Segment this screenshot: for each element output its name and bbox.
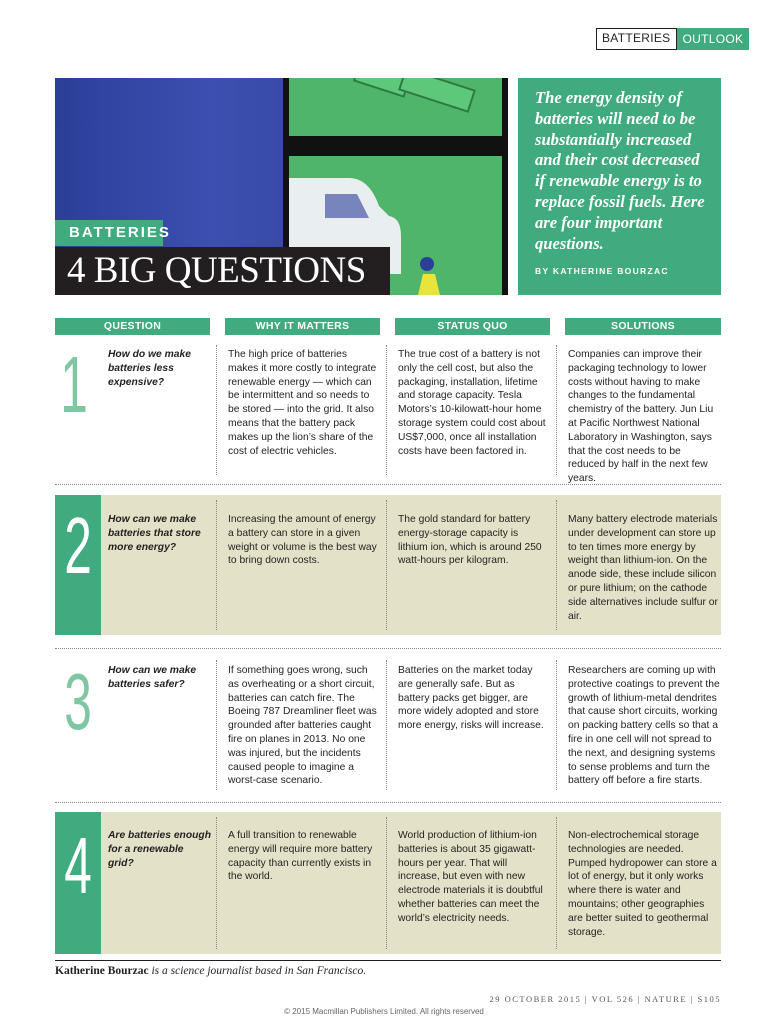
row-separator [55,648,721,649]
divider [386,345,387,475]
row-status-1: The true cost of a battery is not only the cell cost, but also the packaging, installation, lifetime and storage capacity. Tesla Motors’s 10-kilowatt-hour home storage system could cost about US$7,000, once all installation costs have been factored in. [398,349,546,457]
row-number-1: 1 [60,340,88,429]
divider [216,817,217,949]
col-header-status: STATUS QUO [395,318,550,335]
divider [556,660,557,790]
author-name: Katherine Bourzac [55,965,149,977]
row-number-3: 3 [64,657,92,746]
hero-tag: BATTERIES [55,220,163,246]
section-tag [596,28,749,50]
row-solution-3: Researchers are coming up with protective coatings to prevent the growth of lithium-metal dendrites that cause short circuits, working on packing battery cells so that a fire in one cell will not spread to the next, and designing systems to sense problems and turn the battery off before a fire starts. [568,665,720,787]
divider [216,345,217,475]
intro-box [518,78,721,295]
row-question-1: How do we make batteries less expensive? [108,349,191,388]
page-title: 4 BIG QUESTIONS [55,247,390,295]
col-header-why: WHY IT MATTERS [225,318,380,335]
row-separator [55,484,721,485]
copyright: © 2015 Macmillan Publishers Limited. All rights reserved [284,1007,484,1016]
divider [556,500,557,630]
row-question-3: How can we make batteries safer? [108,665,197,690]
byline: BY KATHERINE BOURZAC [535,266,669,277]
row-solution-2: Many battery electrode materials under development can store up to ten times more energy by weight than lithium-ion. On the anode side, these include silicon or pure lithium; on the cathode side alternatives include sulfur or air. [568,514,718,622]
row-why-1: The high price of batteries makes it more costly to integrate renewable energy — which can be intermittent and so needs to be stored — into the grid. It also means that the battery pack makes up the lion’s share of the cost of electric vehicles. [228,349,377,457]
col-header-question: QUESTION [55,318,210,335]
author-note [55,965,366,977]
section-tag-outlook: OUTLOOK [677,28,750,50]
divider [386,817,387,949]
row-solution-1: Companies can improve their packaging technology to lower costs without having to make changes to the fundamental chemistry of the battery. Jun Liu at Pacific Northwest National Laboratory in Washington, says that the cost needs to be reduced by half in the next few years. [568,349,714,485]
row-status-4: World production of lithium-ion batteries is about 35 gigawatt-hours per year. That will increase, but even with new electrode materials it is doubtful whether batteries can meet the world’s electricity needs. [398,830,543,924]
author-bio: is a science journalist based in San Francisco. [148,965,367,977]
row-question-2: How can we make batteries that store more energy? [108,514,201,553]
divider [216,660,217,790]
row-number-2: 2 [64,501,92,590]
row-status-3: Batteries on the market today are generally safe. But as battery packs get bigger, are more widely adopted and store more energy, risks will increase. [398,665,544,732]
row-number-4: 4 [64,821,92,910]
col-header-solutions: SOLUTIONS [565,318,721,335]
row-why-2: Increasing the amount of energy a battery can store in a given weight or volume is the best way to bring down costs. [228,514,377,567]
row-separator [55,802,721,803]
section-tag-batteries: BATTERIES [596,28,677,50]
divider [556,817,557,949]
intro-text: The energy density of batteries will need to be substantially increased and their cost decreased if renewable energy is to replace fossil fuels. Here are four important questions. [535,88,705,253]
divider [216,500,217,630]
row-status-2: The gold standard for battery energy-storage capacity is lithium ion, which is around 250 watt-hours per kilogram. [398,514,542,567]
row-question-4: Are batteries enough for a renewable grid? [108,830,211,869]
folio: 29 OCTOBER 2015 | VOL 526 | NATURE | S105 [489,994,721,1004]
divider [556,345,557,475]
row-why-3: If something goes wrong, such as overheating or a short circuit, batteries can catch fire. The Boeing 787 Dreamliner fleet was grounded after batteries caught fire on planes in 2013. No one was injured, but the incidents caused people to imagine a worst-case scenario. [228,665,377,787]
divider [386,500,387,630]
footer-rule [55,960,721,961]
row-solution-4: Non-electrochemical storage technologies are needed. Pumped hydropower can store a lot of energy, but it only works where there is water and mountains; other geographies are better suited to geothermal storage. [568,830,717,938]
row-why-4: A full transition to renewable energy will require more battery capacity than currently exists in the world. [228,830,373,883]
divider [386,660,387,790]
